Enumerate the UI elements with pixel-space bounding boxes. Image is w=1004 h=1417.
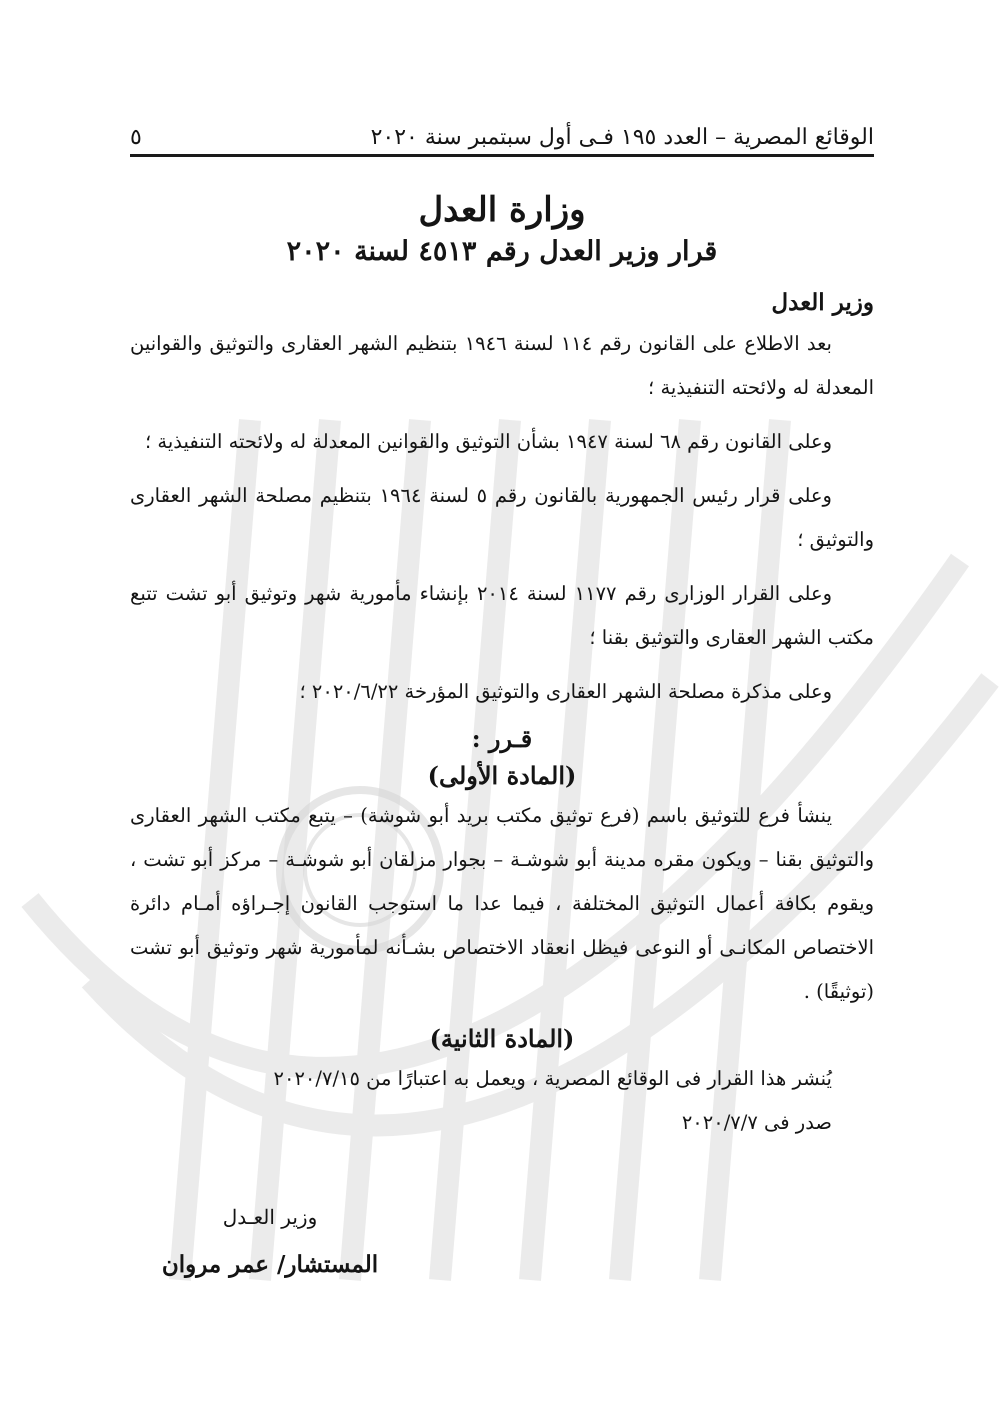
running-header — [130, 112, 874, 150]
header-divider — [130, 154, 874, 157]
preamble-paragraph: بعد الاطلاع على القانون رقم ١١٤ لسنة ١٩٤٦ بتنظيم الشهر العقارى والتوثيق والقوانين المعدلة له ولائحته التنفيذية ؛ — [130, 332, 874, 399]
signatory-title: وزير العـدل — [222, 1205, 318, 1229]
article-2-heading: (المادة الثانية) — [429, 1024, 575, 1053]
minister-heading: وزير العدل — [771, 289, 874, 316]
running-title: الوقائع المصرية – العدد ١٩٥ فـى أول سبتمبر سنة ٢٠٢٠ — [370, 125, 874, 150]
issued-date: صدر فى ٢٠٢٠/٧/٧ — [681, 1111, 832, 1134]
article-2-text: يُنشر هذا القرار فى الوقائع المصرية ، ويعمل به اعتبارًا من ٢٠٢٠/٧/١٥ — [273, 1067, 832, 1090]
ministry-title: وزارة العدل — [418, 190, 586, 230]
decided-heading: قـرر : — [471, 724, 533, 753]
decree-body — [130, 190, 874, 1155]
signatory-name: المستشار/ عمر مروان — [161, 1251, 379, 1278]
page-number: ٥ — [130, 125, 142, 150]
article-1-heading: (المادة الأولى) — [427, 761, 577, 790]
preamble-paragraph: وعلى القانون رقم ٦٨ لسنة ١٩٤٧ بشأن التوثيق والقوانين المعدلة له ولائحته التنفيذية ؛ — [144, 430, 832, 453]
preamble-paragraph: وعلى قرار رئيس الجمهورية بالقانون رقم ٥ لسنة ١٩٦٤ بتنظيم مصلحة الشهر العقارى والتوثيق ؛ — [130, 484, 874, 551]
preamble-paragraph: وعلى مذكرة مصلحة الشهر العقارى والتوثيق المؤرخة ٢٠٢٠/٦/٢٢ ؛ — [299, 680, 832, 703]
article-1-text: ينشأ فرع للتوثيق باسم (فرع توثيق مكتب بريد أبو شوشة) – يتبع مكتب الشهر العقارى والتوثيق بقنا – ويكون مقره مدينة أبو شوشـة – بجوار مزلقان أبو شوشـة – مركز أبو تشت ، ويقوم بكافة أعمال التوثيق المختلفة ، فيما عدا ما استوجب القانون إجـراؤه أمـام دائرة الاختصاص المكانـى أو النوعى فيظل انعقاد الاختصاص بشـأنه لمأمورية شهر وتوثيق أبو تشت (توثيقًا) . — [130, 804, 874, 1003]
signature-block — [150, 1205, 390, 1278]
decree-title: قرار وزير العدل رقم ٤٥١٣ لسنة ٢٠٢٠ — [286, 236, 718, 267]
preamble-paragraph: وعلى القرار الوزارى رقم ١١٧٧ لسنة ٢٠١٤ بإنشاء مأمورية شهر وتوثيق أبو تشت تتبع مكتب الشهر العقارى والتوثيق بقنا ؛ — [130, 582, 874, 649]
